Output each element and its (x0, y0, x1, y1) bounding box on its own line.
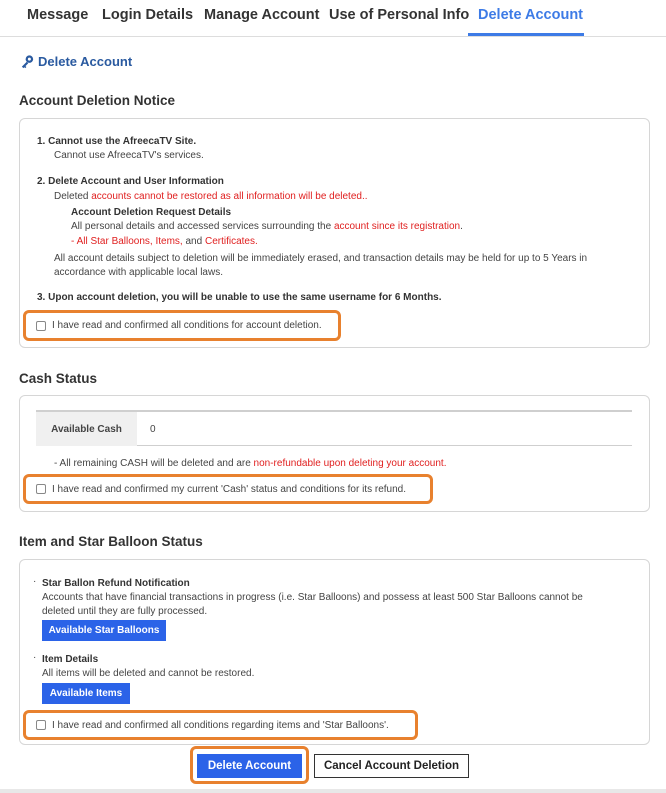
available-cash-value: 0 (150, 423, 156, 435)
item-details-title: Item Details (42, 654, 99, 665)
tab-login-details[interactable]: Login Details (102, 7, 194, 23)
notice-item1-text: Cannot use AfreecaTV's services. (54, 150, 204, 161)
notice-item1-title: 1. Cannot use the AfreecaTV Site. (37, 136, 197, 147)
delete-account-button[interactable]: Delete Account (197, 754, 302, 778)
cash-confirm-label: I have read and confirmed my current 'Cash' status and conditions for its refund. (52, 483, 406, 495)
request-details-items: - All Star Balloons, Items, and Certificates. (71, 236, 258, 247)
item-details-text: All items will be deleted and cannot be restored. (42, 668, 255, 679)
notice-section-title: Account Deletion Notice (19, 93, 176, 108)
items-confirm-label: I have read and confirmed all conditions regarding items and 'Star Balloons'. (52, 719, 389, 731)
tab-delete-account[interactable]: Delete Account (478, 7, 584, 23)
cancel-account-deletion-button[interactable]: Cancel Account Deletion (314, 754, 469, 778)
items-box (19, 559, 650, 745)
available-star-balloons-button[interactable]: Available Star Balloons (42, 620, 166, 641)
subject-text-line1: All account details subject to deletion will be immediately erased, and transaction details may be held for up to 5 Years in (54, 253, 588, 264)
page-title-text: Delete Account (38, 54, 133, 69)
available-items-button[interactable]: Available Items (42, 683, 130, 704)
notice-item2-deleted-text: Deleted accounts cannot be restored as all information will be deleted.. (54, 191, 368, 202)
cash-confirm-row[interactable] (23, 474, 433, 504)
tab-message[interactable]: Message (27, 7, 89, 23)
refund-title: Star Ballon Refund Notification (42, 578, 190, 589)
refund-text-line2: deleted until they are fully processed. (42, 606, 208, 617)
items-confirm-row[interactable] (23, 710, 418, 740)
account-tabs (0, 0, 666, 37)
request-details-text: All personal details and accessed services surrounding the account since its registration. (71, 221, 463, 232)
notice-box (19, 118, 650, 348)
refund-bullet: · (33, 576, 37, 587)
notice-confirm-label: I have read and confirmed all conditions for account deletion. (52, 320, 322, 331)
request-details-title: Account Deletion Request Details (71, 207, 232, 218)
bottom-divider (0, 789, 666, 793)
cash-section-title: Cash Status (19, 371, 98, 386)
subject-text-line2: accordance with applicable local laws. (54, 267, 223, 278)
tab-use-of-personal-info[interactable]: Use of Personal Info (329, 7, 470, 23)
notice-item3-title: 3. Upon account deletion, you will be unable to use the same username for 6 Months. (37, 292, 442, 303)
key-icon (20, 54, 35, 69)
active-tab-indicator (468, 33, 584, 36)
notice-item2-title: 2. Delete Account and User Information (37, 176, 224, 187)
main-content (0, 37, 666, 793)
page-title (20, 54, 132, 69)
notice-confirm-row[interactable] (23, 310, 341, 341)
cash-confirm-checkbox[interactable] (36, 484, 46, 494)
cash-table (36, 410, 632, 446)
items-confirm-checkbox[interactable] (36, 720, 46, 730)
tab-manage-account[interactable]: Manage Account (204, 7, 320, 23)
item-details-bullet: · (33, 652, 37, 663)
notice-confirm-checkbox[interactable] (36, 321, 46, 331)
cash-box (19, 395, 650, 512)
cash-note: - All remaining CASH will be deleted and are non-refundable upon deleting your account. (54, 458, 447, 469)
items-section-title: Item and Star Balloon Status (19, 534, 203, 549)
refund-text-line1: Accounts that have financial transactions in progress (i.e. Star Balloons) and possess at least 500 Star Balloons cannot be (42, 592, 583, 603)
available-cash-label: Available Cash (36, 412, 137, 446)
